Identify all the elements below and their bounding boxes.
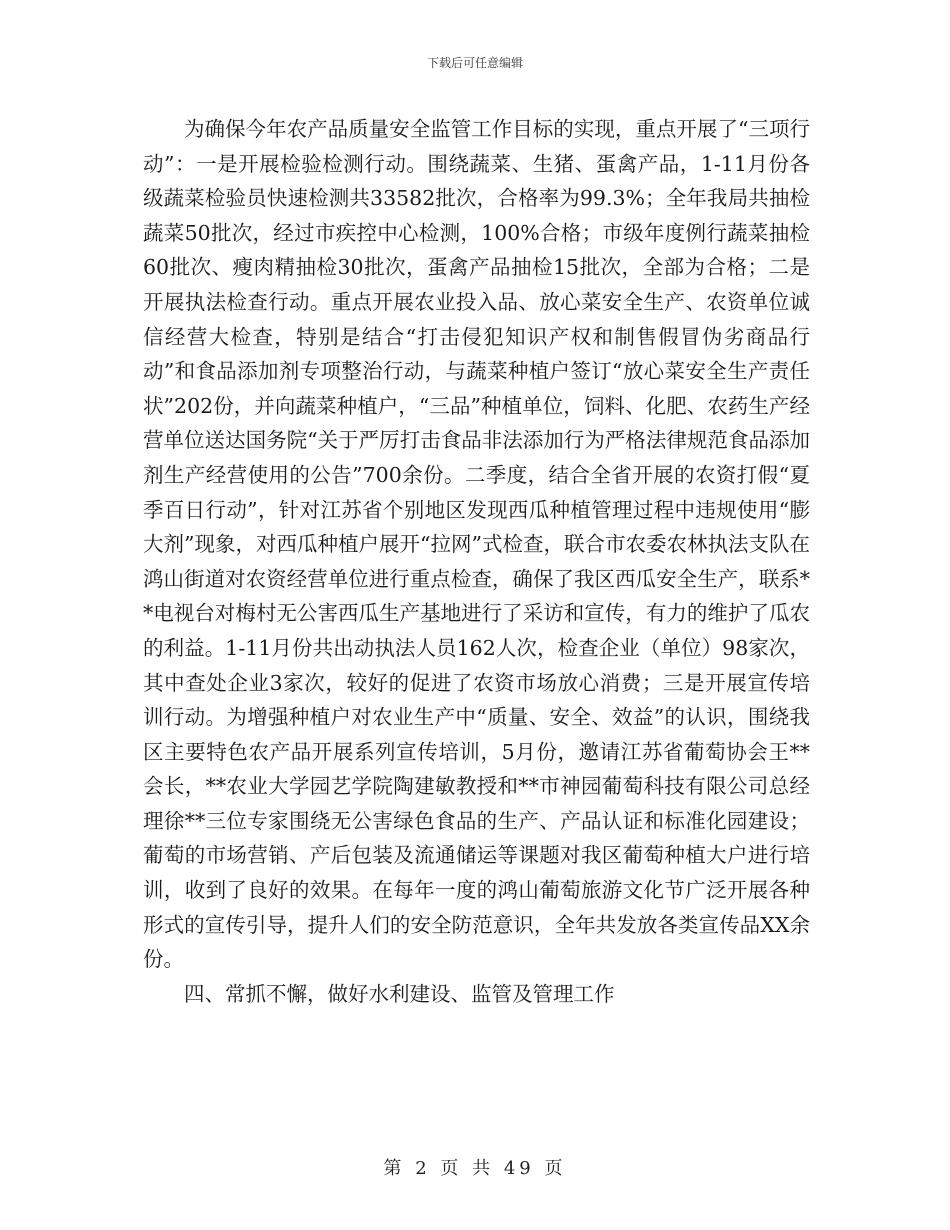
page-header-note: 下载后可任意编辑: [426, 56, 523, 70]
section-heading-water-works: 四、常抓不懈，做好水利建设、监管及管理工作: [184, 981, 615, 1006]
body-paragraph-agri-safety: 为确保今年农产品质量安全监管工作目标的实现，重点开展了“三项行动”：一是开展检验检测行动。围绕蔬菜、生猪、蛋禽产品，1-11月份各级蔬菜检验员快速检测共33582批次，合格率为99.3%；全年我局共抽检蔬菜50批次，经过市疾控中心检测，100%合格；市级年度例行蔬菜抽检60批次、瘦肉精抽检30批次，蛋禽产品抽检15批次，全部为合格；二是开展执法检查行动。重点开展农业投入品、放心菜安全生产、农资单位诚信经营大检查，特别是结合“打击侵犯知识产权和制售假冒伪劣商品行动”和食品添加剂专项整治行动，与蔬菜种植户签订“放心菜安全生产责任状”202份，并向蔬菜种植户，“三品”种植单位，饲料、化肥、农药生产经营单位送达国务院“关于严厉打击食品非法添加行为严格法律规范食品添加剂生产经营使用的公告”700余份。二季度，结合全省开展的农资打假“夏季百日行动”，针对江苏省个别地区发现西瓜种植管理过程中违规使用“膨大剂”现象，对西瓜种植户展开“拉网”式检查，联合市农委农林执法支队在鸿山街道对农资经营单位进行重点检查，确保了我区西瓜安全生产，联系**电视台对梅村无公害西瓜生产基地进行了采访和宣传，有力的维护了瓜农的利益。1-11月份共出动执法人员162人次，检查企业（单位）98家次，其中查处企业3家次，较好的促进了农资市场放心消费；三是开展宣传培训行动。为增强种植户对农业生产中“质量、安全、效益”的认识，围绕我区主要特色农产品开展系列宣传培训，5月份，邀请江苏省葡萄协会王**会长，**农业大学园艺学院陶建敏教授和**市神园葡萄科技有限公司总经理徐**三位专家围绕无公害绿色食品的生产、产品认证和标准化园建设；葡萄的市场营销、产后包装及流通储运等课题对我区葡萄种植大户进行培训，收到了良好的效果。在每年一度的鸿山葡萄旅游文化节广泛开展各种形式的宣传引导，提升人们的安全防范意识，全年共发放各类宣传品XX余份。: [143, 117, 810, 972]
page-number-footer: 第 2 页 共 49 页: [383, 1158, 567, 1179]
document-body: [143, 112, 810, 1011]
